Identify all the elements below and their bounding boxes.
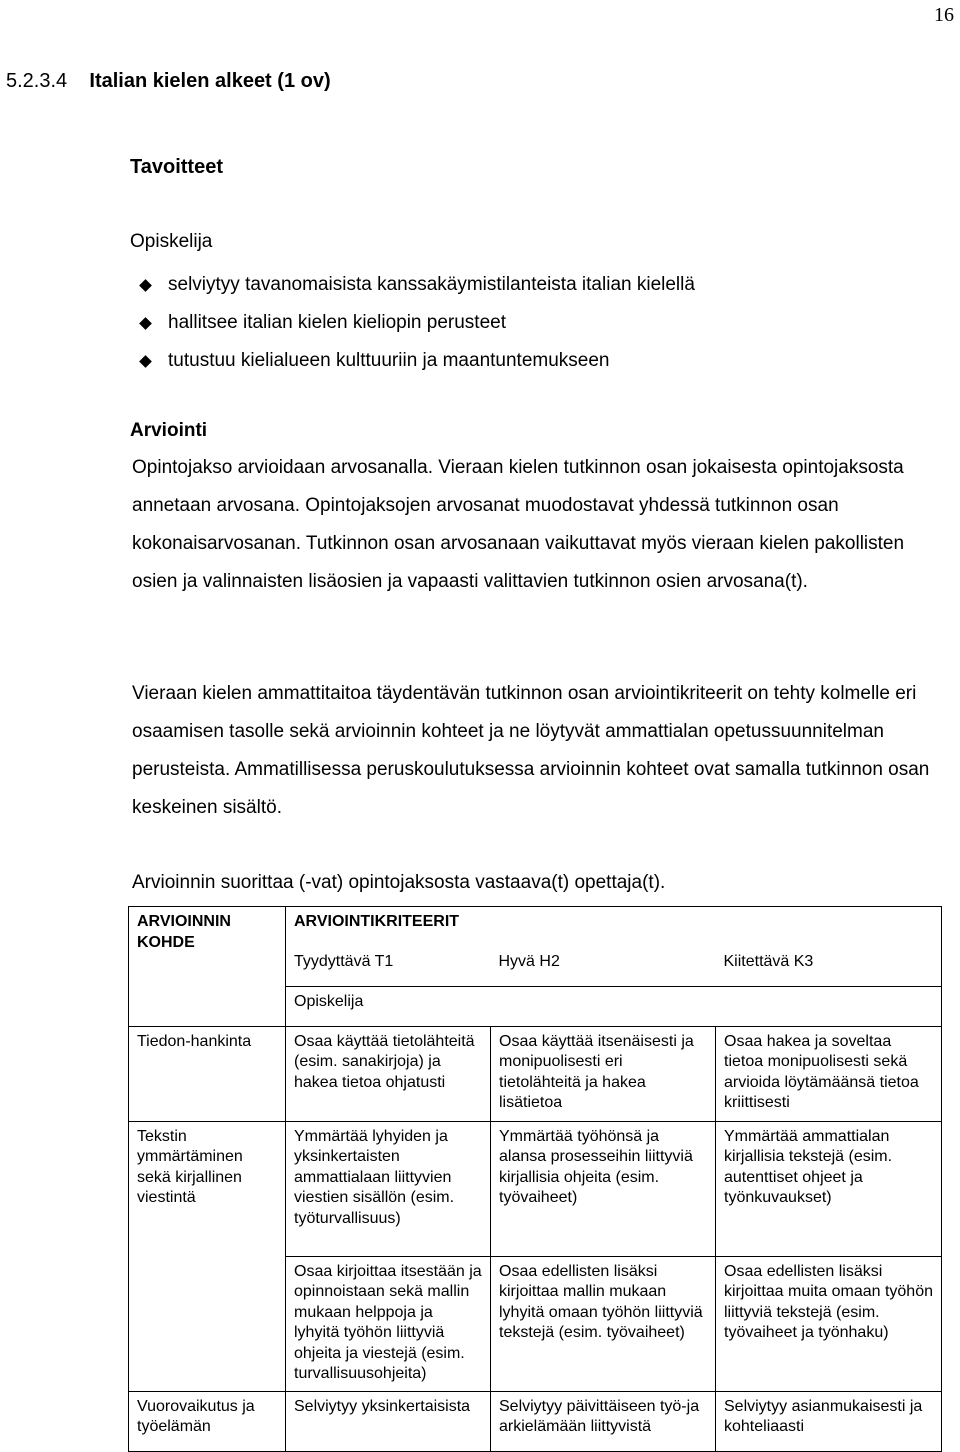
- goals-heading: Tavoitteet: [130, 156, 223, 178]
- row-h2: Ymmärtää työhönsä ja alansa prosesseihin liittyviä kirjallisia ohjeita (esim. työvaiheet): [491, 1121, 716, 1256]
- row-k3: Ymmärtää ammattialan kirjallisia tekstejä (esim. autenttiset ohjeet ja työnkuvaukset): [716, 1121, 942, 1256]
- row-h2: Osaa käyttää itsenäisesti ja monipuolisesti eri tietolähteitä ja hakea lisätietoa: [491, 1026, 716, 1121]
- table-subject: Opiskelija: [286, 986, 942, 1026]
- diamond-bullet-icon: [139, 317, 152, 330]
- criteria-table: [128, 906, 942, 1452]
- row-h2: Selviytyy päivittäiseen työ-ja arkielämään liittyvistä: [491, 1391, 716, 1451]
- row-t1: Selviytyy yksinkertaisista: [286, 1391, 491, 1451]
- goal-text: selviytyy tavanomaisista kanssakäymistilanteista italian kielellä: [168, 274, 695, 295]
- level-h2: Hyvä H2: [491, 947, 716, 986]
- row-k3: Selviytyy asianmukaisesti ja kohteliaasti: [716, 1391, 942, 1451]
- page-number: 16: [934, 4, 954, 26]
- table-row: [129, 1121, 942, 1256]
- goal-item: [138, 266, 695, 304]
- row-h2: Osaa edellisten lisäksi kirjoittaa mallin mukaan lyhyitä omaan työhön liittyviä tekstejä (esim. työvaiheet): [491, 1256, 716, 1391]
- level-t1: Tyydyttävä T1: [286, 947, 491, 986]
- goal-text: tutustuu kielialueen kulttuuriin ja maantuntemukseen: [168, 350, 610, 371]
- section-heading: [6, 70, 331, 93]
- table-row: [129, 1391, 942, 1451]
- goals-list: [138, 266, 695, 380]
- row-k3: Osaa edellisten lisäksi kirjoittaa muita omaan työhön liittyviä tekstejä (esim. työvaiheet ja työnhaku): [716, 1256, 942, 1391]
- assessment-paragraph-2: Vieraan kielen ammattitaitoa täydentävän tutkinnon osan arviointikriteerit on tehty kolmelle eri osaamisen tasolle sekä arvioinnin kohteet ja ne löytyvät ammattialan opetussuunnitelman perusteista. Ammatillisessa peruskoulutuksessa arvioinnin kohteet ovat samalla tutkinnon osan keskeinen sisältö.: [132, 683, 930, 818]
- diamond-bullet-icon: [139, 355, 152, 368]
- diamond-bullet-icon: [139, 279, 152, 292]
- section-number: 5.2.3.4: [6, 70, 68, 92]
- table-row: [129, 1026, 942, 1121]
- row-t1: Ymmärtää lyhyiden ja yksinkertaisten ammattialaan liittyvien viestien sisällön (esim. työturvallisuus): [286, 1121, 491, 1256]
- assessment-heading: Arviointi: [130, 420, 208, 441]
- assessment-paragraph-1: Opintojakso arvioidaan arvosanalla. Vieraan kielen tutkinnon osan jokaisesta opintojaksosta annetaan arvosana. Opintojaksojen arvosanat muodostavat yhdessä tutkinnon osan kokonaisarvosanan. Tutkinnon osan arvosanaan vaikuttavat myös vieraan kielen pakollisten osien ja valinnaisten lisäosien ja vapaasti valittavien tutkinnon osien arvosana(t).: [132, 457, 905, 592]
- goal-text: hallitsee italian kielen kieliopin perusteet: [168, 312, 506, 333]
- row-target: Tekstin ymmärtäminen sekä kirjallinen viestintä: [129, 1121, 286, 1391]
- empty-cell: [129, 986, 286, 1026]
- target-header: ARVIOINNIN KOHDE: [129, 907, 286, 987]
- goal-item: [138, 304, 695, 342]
- section-title: Italian kielen alkeet (1 ov): [89, 70, 331, 92]
- goals-subject: Opiskelija: [130, 231, 213, 252]
- row-t1: Osaa kirjoittaa itsestään ja opinnoistaan sekä mallin mukaan helppoja ja lyhyitä työhön liittyviä ohjeita ja viestejä (esim. turvallisuusohjeita): [286, 1256, 491, 1391]
- row-t1: Osaa käyttää tietolähteitä (esim. sanakirjoja) ja hakea tietoa ohjatusti: [286, 1026, 491, 1121]
- criteria-header: ARVIOINTIKRITEERIT: [286, 907, 942, 948]
- assessment-paragraph-3: Arvioinnin suorittaa (-vat) opintojaksosta vastaava(t) opettaja(t).: [132, 872, 666, 893]
- level-k3: Kiitettävä K3: [716, 947, 942, 986]
- row-target: Vuorovaikutus ja työelämän: [129, 1391, 286, 1451]
- goal-item: [138, 342, 695, 380]
- row-k3: Osaa hakea ja soveltaa tietoa monipuolisesti sekä arvioida löytämäänsä tietoa kriittisesti: [716, 1026, 942, 1121]
- row-target: Tiedon-hankinta: [129, 1026, 286, 1121]
